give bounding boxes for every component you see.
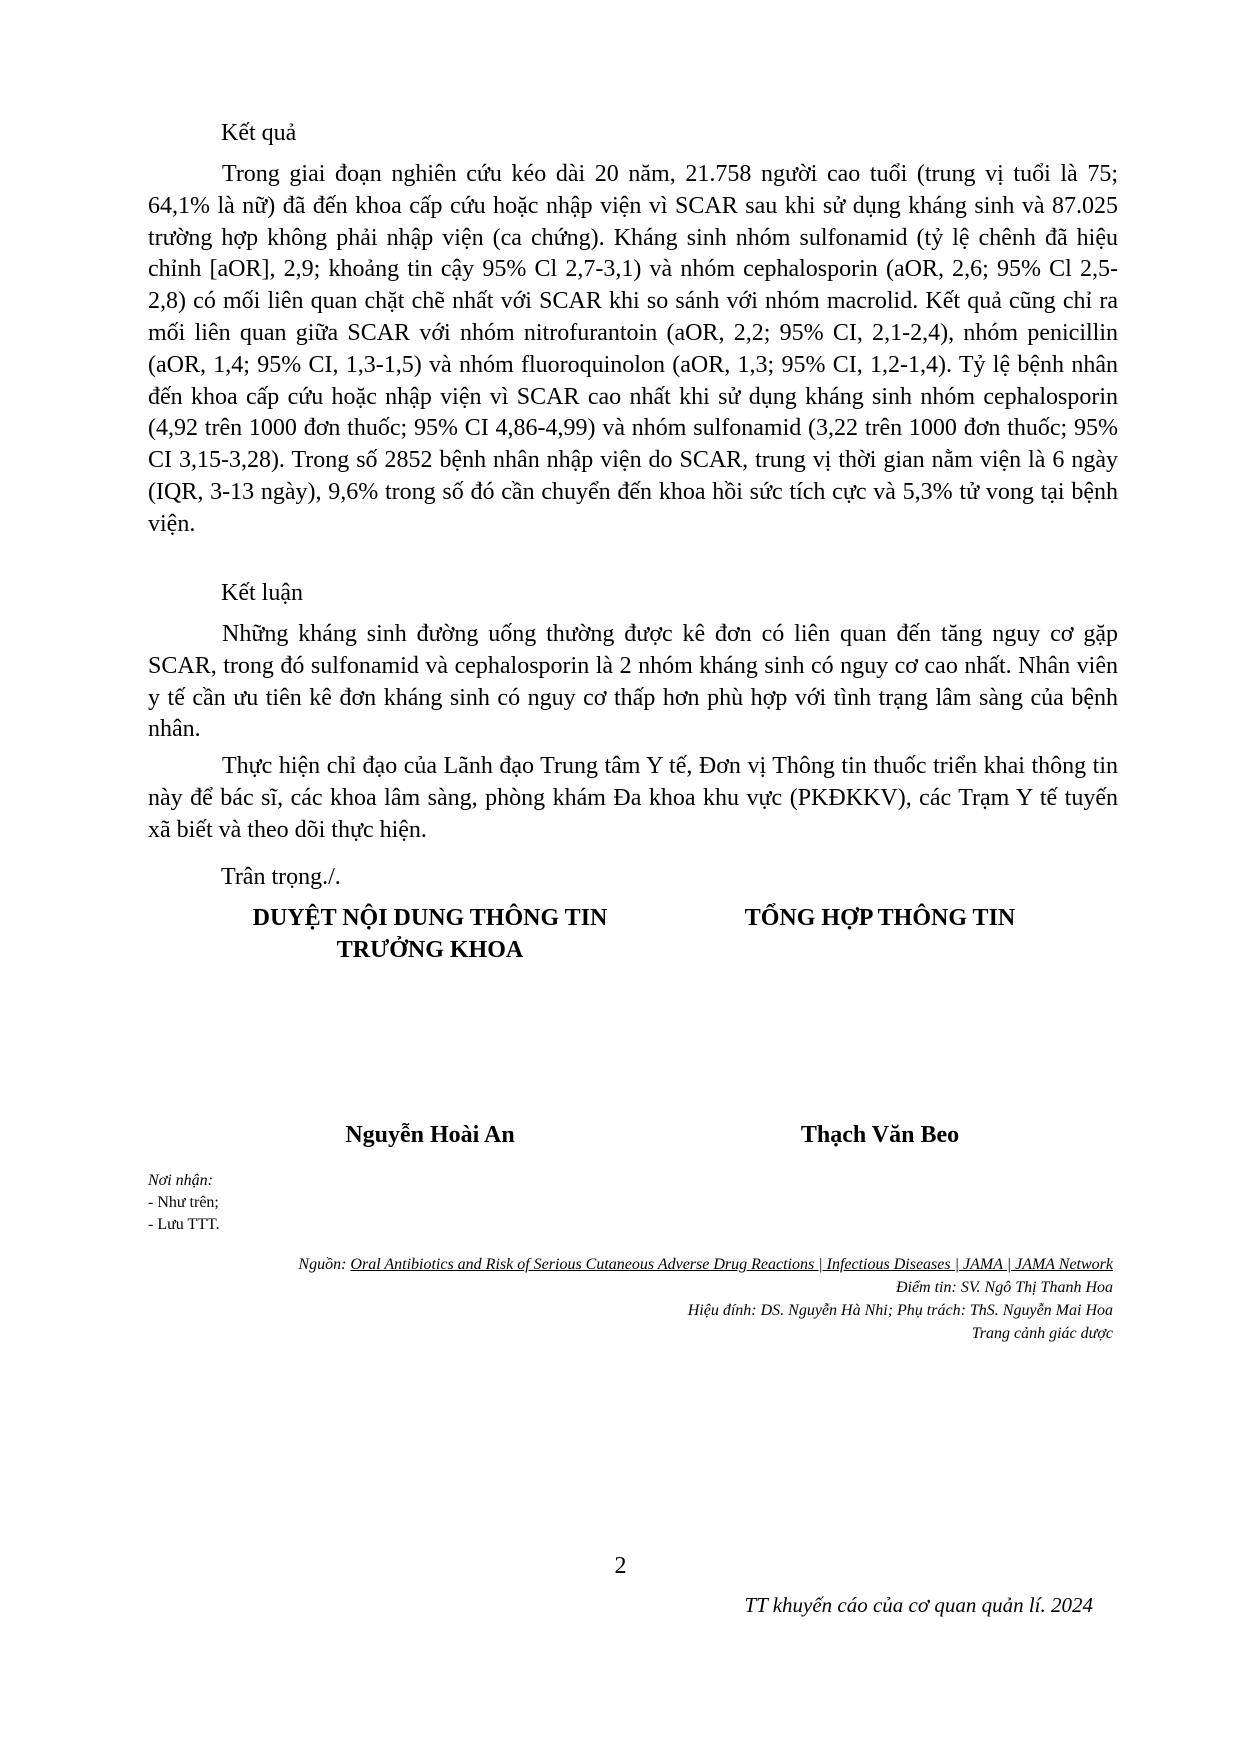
recipients-label: Nơi nhận: bbox=[148, 1172, 213, 1189]
recipient-item: - Lưu TTT. bbox=[148, 1216, 220, 1233]
source-link[interactable]: Oral Antibiotics and Risk of Serious Cutaneous Adverse Drug Reactions | Infectious Diseases | JAMA | JAMA Network bbox=[350, 1256, 1113, 1273]
conclusion-heading: Kết luận bbox=[221, 580, 303, 606]
source-prefix: Nguồn: bbox=[298, 1256, 351, 1273]
credits-block bbox=[298, 1253, 1113, 1345]
conclusion-paragraph: Những kháng sinh đường uống thường được kê đơn có liên quan đến tăng nguy cơ gặp SCAR, trong đó sulfonamid và cephalosporin là 2 nhóm kháng sinh có nguy cơ cao nhất. Nhân viên y tế cần ưu tiên kê đơn kháng sinh có nguy cơ thấp hơn phù hợp với tình trạng lâm sàng của bệnh nhân. bbox=[148, 621, 1118, 743]
right-signer-name: Thạch Văn Beo bbox=[800, 1122, 960, 1148]
closing-text: Trân trọng./. bbox=[221, 864, 341, 890]
editor-line: Hiệu đính: DS. Nguyễn Hà Nhi; Phụ trách: ThS. Nguyễn Mai Hoa bbox=[687, 1302, 1113, 1319]
page-number: 2 bbox=[614, 1553, 627, 1579]
page-ref-line: Trang cảnh giác dược bbox=[971, 1325, 1113, 1342]
footer-note: TT khuyến cáo của cơ quan quản lí. 2024 bbox=[744, 1593, 1093, 1617]
author-line: Điểm tin: SV. Ngô Thị Thanh Hoa bbox=[895, 1279, 1113, 1296]
source-line bbox=[298, 1253, 1113, 1276]
left-signature-title-line2: TRƯỞNG KHOA bbox=[336, 937, 524, 963]
left-signature-title-line1: DUYỆT NỘI DUNG THÔNG TIN bbox=[252, 905, 608, 931]
recipients-block bbox=[148, 1170, 220, 1236]
left-signature-title bbox=[200, 902, 660, 966]
left-signer-name: Nguyễn Hoài An bbox=[345, 1122, 515, 1148]
results-heading: Kết quả bbox=[221, 120, 297, 146]
results-paragraph: Trong giai đoạn nghiên cứu kéo dài 20 năm, 21.758 người cao tuổi (trung vị tuổi là 75; 64,1% là nữ) đã đến khoa cấp cứu hoặc nhập viện vì SCAR sau khi sử dụng kháng sinh và 87.025 trường hợp không phải nhập viện (ca chứng). Kháng sinh nhóm sulfonamid (tỷ lệ chênh đã hiệu chỉnh [aOR], 2,9; khoảng tin cậy 95% Cl 2,7-3,1) và nhóm cephalosporin (aOR, 2,6; 95% Cl 2,5-2,8) có mối liên quan chặt chẽ nhất với SCAR khi so sánh với nhóm macrolid. Kết quả cũng chỉ ra mối liên quan giữa SCAR với nhóm nitrofurantoin (aOR, 2,2; 95% CI, 2,1-2,4), nhóm penicillin (aOR, 1,4; 95% CI, 1,3-1,5) và nhóm fluoroquinolon (aOR, 1,3; 95% CI, 1,2-1,4). Tỷ lệ bệnh nhân đến khoa cấp cứu hoặc nhập viện vì SCAR cao nhất khi sử dụng kháng sinh nhóm cephalosporin (4,92 trên 1000 đơn thuốc; 95% CI 4,86-4,99) và nhóm sulfonamid (3,22 trên 1000 đơn thuốc; 95% CI 3,15-3,28). Trong số 2852 bệnh nhân nhập viện do SCAR, trung vị thời gian nằm viện là 6 ngày (IQR, 3-13 ngày), 9,6% trong số đó cần chuyển đến khoa hồi sức tích cực và 5,3% tử vong tại bệnh viện. bbox=[148, 161, 1118, 537]
recipient-item: - Như trên; bbox=[148, 1194, 219, 1211]
right-signature-title: TỔNG HỢP THÔNG TIN bbox=[744, 905, 1016, 931]
implementation-paragraph: Thực hiện chỉ đạo của Lãnh đạo Trung tâm Y tế, Đơn vị Thông tin thuốc triển khai thông tin này để bác sĩ, các khoa lâm sàng, phòng khám Đa khoa khu vực (PKĐKKV), các Trạm Y tế tuyến xã biết và theo dõi thực hiện. bbox=[148, 753, 1118, 843]
